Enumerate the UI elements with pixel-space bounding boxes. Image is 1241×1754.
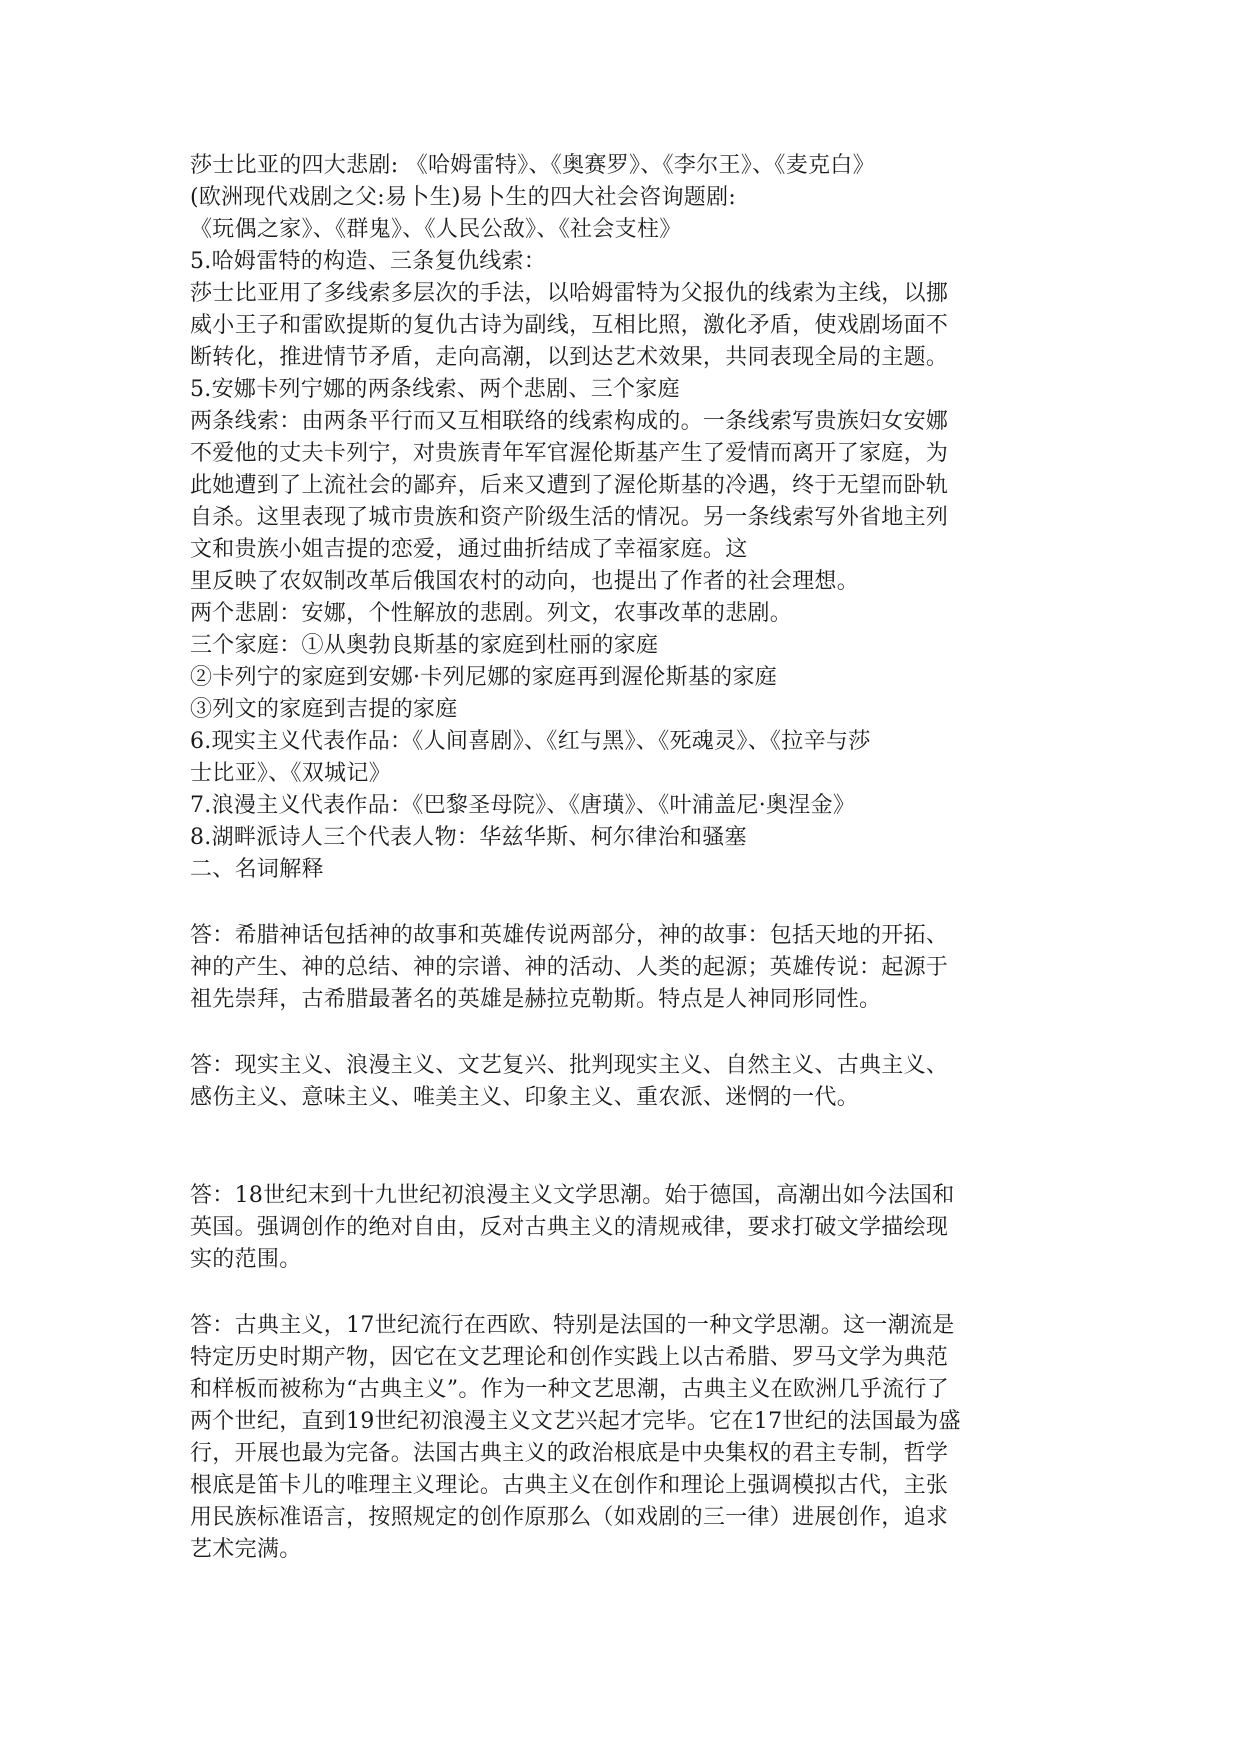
text-line: 三个家庭：①从奥勃良斯基的家庭到杜丽的家庭 [190,633,659,658]
text-line: 莎士比亚用了多线索多层次的手法，以哈姆雷特为父报仇的线索为主线，以挪 [190,281,949,306]
section-heading: 5.哈姆雷特的构造、三条复仇线索： [190,249,547,274]
section-heading: 5.安娜卡列宁娜的两条线索、两个悲剧、三个家庭 [190,377,680,402]
text-line: 《玩偶之家》、《群鬼》、《人民公敌》、《社会支柱》 [190,217,682,242]
text-line: 士比亚》、《双城记》 [190,761,392,786]
blank-gap [190,1114,1050,1180]
document-page [190,150,1050,1566]
answer-line: 特定历史时期产物，因它在文艺理论和创作实践上以古希腊、罗马文学为典范 [190,1345,949,1370]
answer-line: 答：现实主义、浪漫主义、文艺复兴、批判现实主义、自然主义、古典主义、 [190,1053,949,1078]
text-line: 威小王子和雷欧提斯的复仇古诗为副线，互相比照，激化矛盾，使戏剧场面不 [190,313,949,338]
section-heading: 7.浪漫主义代表作品：《巴黎圣母院》、《唐璜》、《叶浦盖尼·奥涅金》 [190,793,856,818]
text-line: 两个悲剧：安娜，个性解放的悲剧。列文，农事改革的悲剧。 [190,601,793,626]
answer-line: 答：18世纪末到十九世纪初浪漫主义文学思潮。始于德国，高潮出如今法国和 [190,1183,955,1208]
section-heading: 8.湖畔派诗人三个代表人物：华兹华斯、柯尔律治和骚塞 [190,825,747,850]
answer-line: 艺术完满。 [190,1537,302,1562]
answer-line: 用民族标准语言，按照规定的创作原那么（如戏剧的三一律）进展创作，追求 [190,1505,949,1530]
answer-line: 感伤主义、意味主义、唯美主义、印象主义、重农派、迷惘的一代。 [190,1085,860,1110]
text-line: 自杀。这里表现了城市贵族和资产阶级生活的情况。另一条线索写外省地主列 [190,505,949,530]
text-line: 莎士比亚的四大悲剧: 《哈姆雷特》、《奥赛罗》、《李尔王》、《麦克白》 [190,153,875,178]
blank-gap [190,1276,1050,1310]
text-line: 断转化，推进情节矛盾，走向高潮，以到达艺术效果，共同表现全局的主题。 [190,345,949,370]
section-heading: 6.现实主义代表作品：《人间喜剧》、《红与黑》、《死魂灵》、《拉辛与莎 [190,729,871,754]
answer-line: 两个世纪，直到19世纪初浪漫主义文艺兴起才完毕。它在17世纪的法国最为盛 [190,1409,961,1434]
answer-line: 行，开展也最为完备。法国古典主义的政治根底是中央集权的君主专制，哲学 [190,1441,949,1466]
answer-line: 根底是笛卡儿的唯理主义理论。古典主义在创作和理论上强调模拟古代，主张 [190,1473,949,1498]
answer-line: 答：古典主义，17世纪流行在西欧、特别是法国的一种文学思潮。这一潮流是 [190,1313,955,1338]
answer-line: 祖先崇拜，古希腊最著名的英雄是赫拉克勒斯。特点是人神同形同性。 [190,987,882,1012]
answer-line: 实的范围。 [190,1247,302,1272]
answer-line: 答：希腊神话包括神的故事和英雄传说两部分，神的故事：包括天地的开拓、 [190,923,949,948]
text-line: 文和贵族小姐吉提的恋爱，通过曲折结成了幸福家庭。这 [190,537,748,562]
text-line: 两条线索：由两条平行而又互相联络的线索构成的。一条线索写贵族妇女安娜 [190,409,949,434]
blank-gap [190,886,1050,920]
text-line: 里反映了农奴制改革后俄国农村的动向，也提出了作者的社会理想。 [190,569,860,594]
answer-line: 英国。强调创作的绝对自由，反对古典主义的清规戒律，要求打破文学描绘现 [190,1215,949,1240]
text-line: 不爱他的丈夫卡列宁，对贵族青年军官渥伦斯基产生了爱情而离开了家庭，为 [190,441,949,466]
blank-gap [190,1016,1050,1050]
text-line: ②卡列宁的家庭到安娜·卡列尼娜的家庭再到渥伦斯基的家庭 [190,665,778,690]
answer-line: 神的产生、神的总结、神的宗谱、神的活动、人类的起源；英雄传说：起源于 [190,955,949,980]
answer-line: 和样板而被称为“古典主义”。作为一种文艺思潮，古典主义在欧洲几乎流行了 [190,1377,949,1402]
part-heading: 二、名词解释 [190,857,324,882]
text-line: (欧洲现代戏剧之父:易卜生)易卜生的四大社会咨询题剧: [190,185,737,210]
text-line: 此她遭到了上流社会的鄙弃，后来又遭到了渥伦斯基的冷遇，终于无望而卧轨 [190,473,949,498]
text-line: ③列文的家庭到吉提的家庭 [190,697,458,722]
